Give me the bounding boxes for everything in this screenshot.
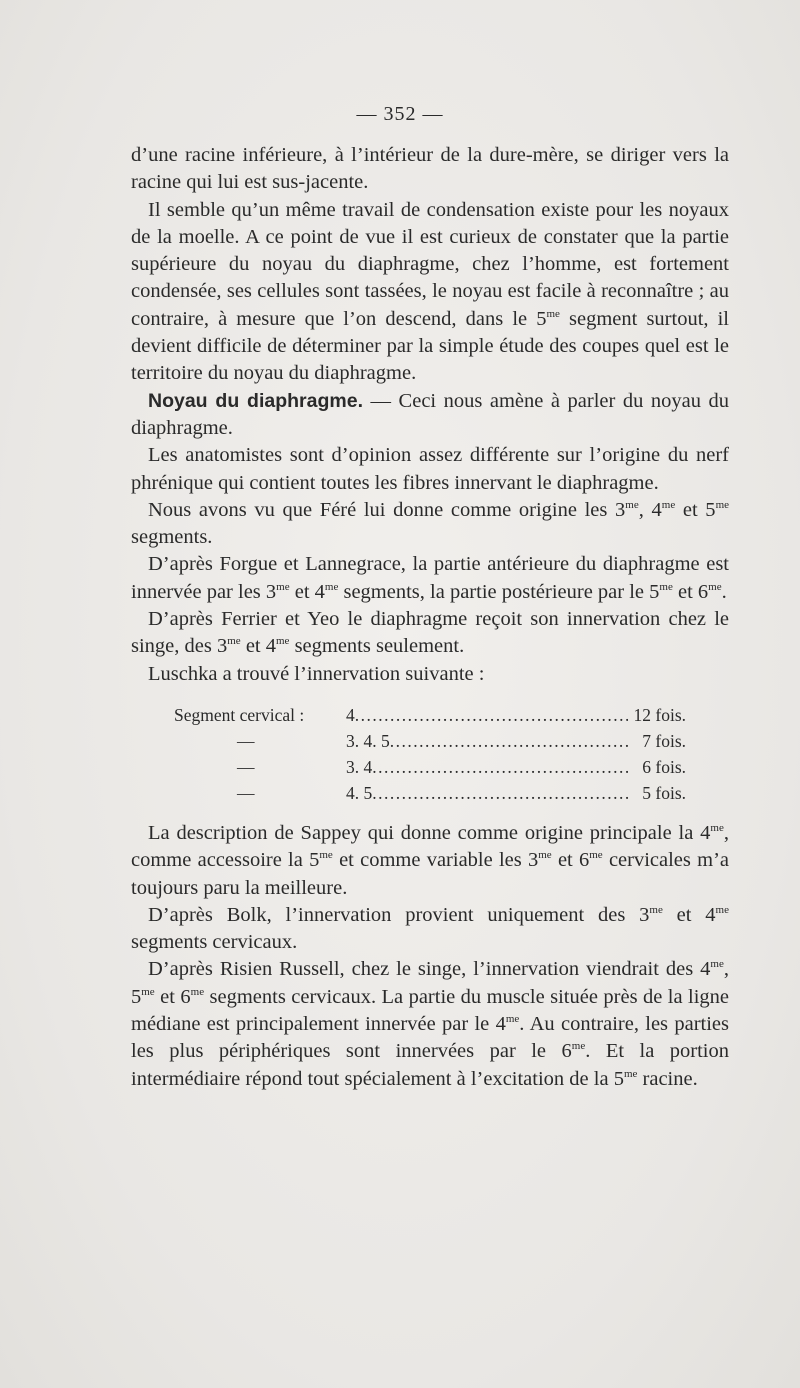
row-label: Segment cervical : [174, 704, 305, 725]
table-row [174, 780, 686, 806]
paragraph-10: D’après Bolk, l’innervation provient uniquement des $3^{me}$ et $4^{me}$ segments cervicaux. [131, 903, 729, 954]
dot-leader [390, 728, 628, 754]
dot-leader [355, 702, 628, 728]
paragraph-4: Les anatomistes sont d’opinion assez différente sur l’origine du nerf phrénique qui contient toutes les fibres innervant le diaphragme. [131, 444, 729, 494]
row-count: 6 fois. [642, 756, 686, 777]
body-text [131, 142, 729, 1093]
dot-leader [372, 780, 628, 806]
row-segments: 3. 4 [346, 756, 373, 777]
row-count: 7 fois. [642, 730, 686, 751]
row-count: 5 fois. [642, 782, 686, 803]
table-row [174, 728, 686, 754]
row-label: — [237, 730, 255, 751]
paragraph-6: D’après Forgue et Lannegrace, la partie antérieure du diaphragme est innervée par les $3^{me}$ et $4^{me}$ segments, la partie postérieure par le $5^{me}$ et $6^{me}$. [131, 553, 729, 603]
paragraph-9: La description de Sappey qui donne comme origine principale la $4^{me}$, comme accessoire la $5^{me}$ et comme variable les $3^{me}$ et $6^{me}$ cervicales m’a toujours paru la meilleure. [131, 821, 729, 899]
paragraph-7: D’après Ferrier et Yeo le diaphragme reçoit son innervation chez le singe, des $3^{me}$ et $4^{me}$ segments seulement. [131, 608, 729, 658]
table-row [174, 754, 686, 780]
paragraph-1: d’une racine inférieure, à l’intérieur de la dure-mère, se diriger vers la racine qui lui est sus-jacente. [131, 144, 729, 194]
paragraph-2: Il semble qu’un même travail de condensation existe pour les noyaux de la moelle. A ce point de vue il est curieux de constater que la partie supérieure du noyau du diaphragme, chez l’homme, est fortement condensée, ses cellules sont tassées, le noyau est facile à reconnaître ; au contraire, à mesure que l’on descend, dans le $5^{me}$ segment surtout, il devient difficile de déterminer par la simple étude des coupes quel est le territoire du noyau du diaphragme. [131, 198, 730, 385]
row-label: — [237, 782, 255, 803]
row-label: — [237, 756, 255, 777]
paragraph-5: Nous avons vu que Féré lui donne comme origine les $3^{me}$, $4^{me}$ et $5^{me}$ segments. [131, 498, 730, 549]
row-count: 12 fois. [633, 704, 686, 725]
row-segments: 4 [346, 704, 355, 725]
row-segments: 4. 5 [346, 782, 373, 803]
table-row [174, 702, 686, 728]
innervation-table [174, 702, 686, 806]
page-number: — 352 — [356, 103, 444, 125]
paragraph-11: D’après Risien Russell, chez le singe, l’innervation viendrait des $4^{me}$, $5^{me}$ et $6^{me}$ segments cervicaux. La partie du muscle située près de la ligne médiane est principalement innervée par le $4^{me}$. Au contraire, les parties les plus périphériques sont innervées par le $6^{me}$. Et la portion intermédiaire répond tout spécialement à l’excitation de la $5^{me}$ racine. [131, 958, 730, 1090]
row-segments: 3. 4. 5 [346, 730, 390, 751]
paragraph-8: Luschka a trouvé l’innervation suivante : [148, 662, 485, 685]
section-paragraph: Noyau du diaphragme. — Ceci nous amène à parler du noyau du diaphragme. [131, 389, 729, 439]
dot-leader [372, 754, 628, 780]
section-heading: Noyau du diaphragme. [148, 389, 363, 412]
